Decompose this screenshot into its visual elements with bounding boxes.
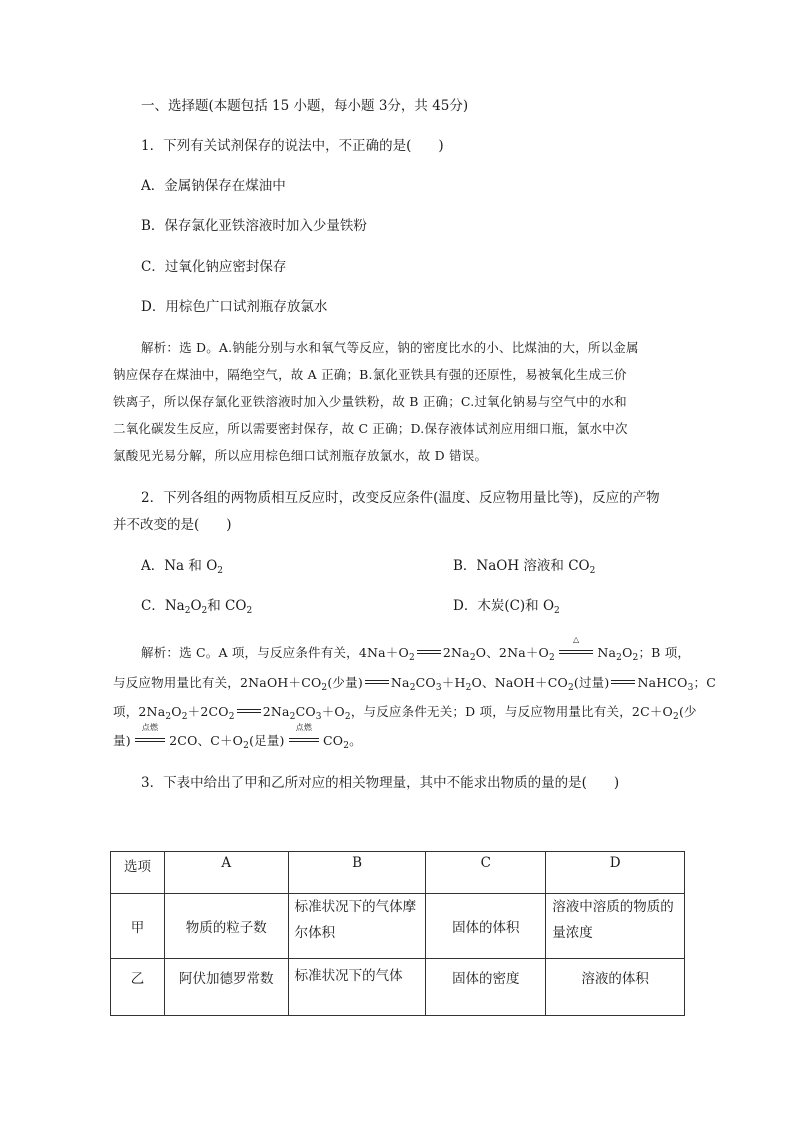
q1-explanation-line: 解析：选 D。A.钠能分别与水和氧气等反应，钠的密度比水的小、比煤油的大，所以金属: [141, 340, 639, 355]
table-cell: 标准状况下的气体: [288, 959, 426, 1016]
q2-option-a: A．Na 和 $O_2$: [141, 558, 223, 576]
q1-option-a: A．金属钠保存在煤油中: [141, 178, 286, 194]
q1-option-c: C．过氧化钠应密封保存: [141, 259, 287, 275]
q1-explanation-line: 氯酸见光易分解，所以应用棕色细口试剂瓶存放氯水，故 D 错误。: [113, 448, 488, 463]
table-cell: 乙: [111, 959, 165, 1016]
q2-explanation-line: 量) 点燃 2CO、$C+O_2$(足量) 点燃 $CO_2$。: [113, 723, 362, 751]
table-header-cell: B: [288, 852, 426, 894]
table-cell: 甲: [111, 894, 165, 959]
q2-explanation-line: 项，$2Na_2O_2+2CO_2$ $2Na_2CO_3+O_2$，与反应条件无关；D 项，与反应物用量比有关，$2C+O_2$(少: [113, 704, 697, 722]
equals-sign: [417, 650, 441, 654]
q2-explanation-line: 解析：选 C。A 项，与反应条件有关，$4Na+O_2$ $2Na_2O$、$2Na+O_2$ △ $Na_2O_2$；B 项，: [141, 635, 691, 663]
table-header-cell: A: [164, 852, 288, 894]
q1-explanation-line: 钠应保存在煤油中，隔绝空气，故 A 正确；B.氯化亚铁具有强的还原性，易被氧化生成三价: [113, 367, 627, 382]
q2-stem-line: 2．下列各组的两物质相互反应时，改变反应条件(温度、反应物用量比等)，反应的产物: [141, 490, 660, 506]
equals-sign: [611, 680, 635, 684]
table-header-cell: C: [426, 852, 546, 894]
section-title: 一、选择题(本题包括 15 小题，每小题 3分，共 45分): [141, 98, 469, 114]
table-header-cell: 选项: [111, 852, 165, 894]
q1-explanation-line: 二氧化碳发生反应，所以需要密封保存，故 C 正确；D.保存液体试剂应用细口瓶，氯水中次: [113, 421, 628, 436]
table-cell: 固体的密度: [426, 959, 546, 1016]
table-cell: 溶液的体积: [546, 959, 685, 1016]
q1-option-b: B．保存氯化亚铁溶液时加入少量铁粉: [141, 218, 367, 234]
ignition-condition: 点燃: [289, 732, 319, 750]
q2-explanation-line: 与反应物用量比有关，$2NaOH+CO_2$(少量) $Na_2CO_3+H_2O$、$NaOH+CO_2$(过量) NaHCO$_3$；C: [113, 675, 716, 693]
table-cell: 物质的粒子数: [164, 894, 288, 959]
q1-option-d: D．用棕色广口试剂瓶存放氯水: [141, 299, 328, 315]
q2-option-b: B．NaOH 溶液和 $CO_2$: [453, 558, 596, 576]
table-row: [111, 959, 685, 1016]
q1-stem: 1．下列有关试剂保存的说法中，不正确的是( ): [141, 138, 444, 154]
q2-option-c: C．$Na_2O_2$和 $CO_2$: [141, 598, 253, 616]
equals-sign: [365, 680, 389, 684]
q2-option-d: D．木炭(C)和 $O_2$: [453, 598, 560, 616]
table-cell: 标准状况下的气体摩尔体积: [288, 894, 426, 959]
table-row: [111, 894, 685, 959]
table-cell: 阿伏加德罗常数: [164, 959, 288, 1016]
heat-condition: △: [559, 644, 593, 662]
q1-explanation-line: 铁离子，所以保存氯化亚铁溶液时加入少量铁粉，故 B 正确；C.过氧化钠易与空气中的水和: [113, 394, 627, 409]
equals-sign: [237, 709, 261, 713]
q2-stem-line: 并不改变的是( ): [113, 517, 232, 533]
table-cell: 溶液中溶质的物质的量浓度: [546, 894, 685, 959]
ignition-condition: 点燃: [135, 732, 165, 750]
table-header-row: [111, 852, 685, 894]
q3-stem: 3．下表中给出了甲和乙所对应的相关物理量，其中不能求出物质的量的是( ): [141, 775, 620, 791]
table-cell: 固体的体积: [426, 894, 546, 959]
quantity-table: [110, 851, 685, 1016]
table-header-cell: D: [546, 852, 685, 894]
